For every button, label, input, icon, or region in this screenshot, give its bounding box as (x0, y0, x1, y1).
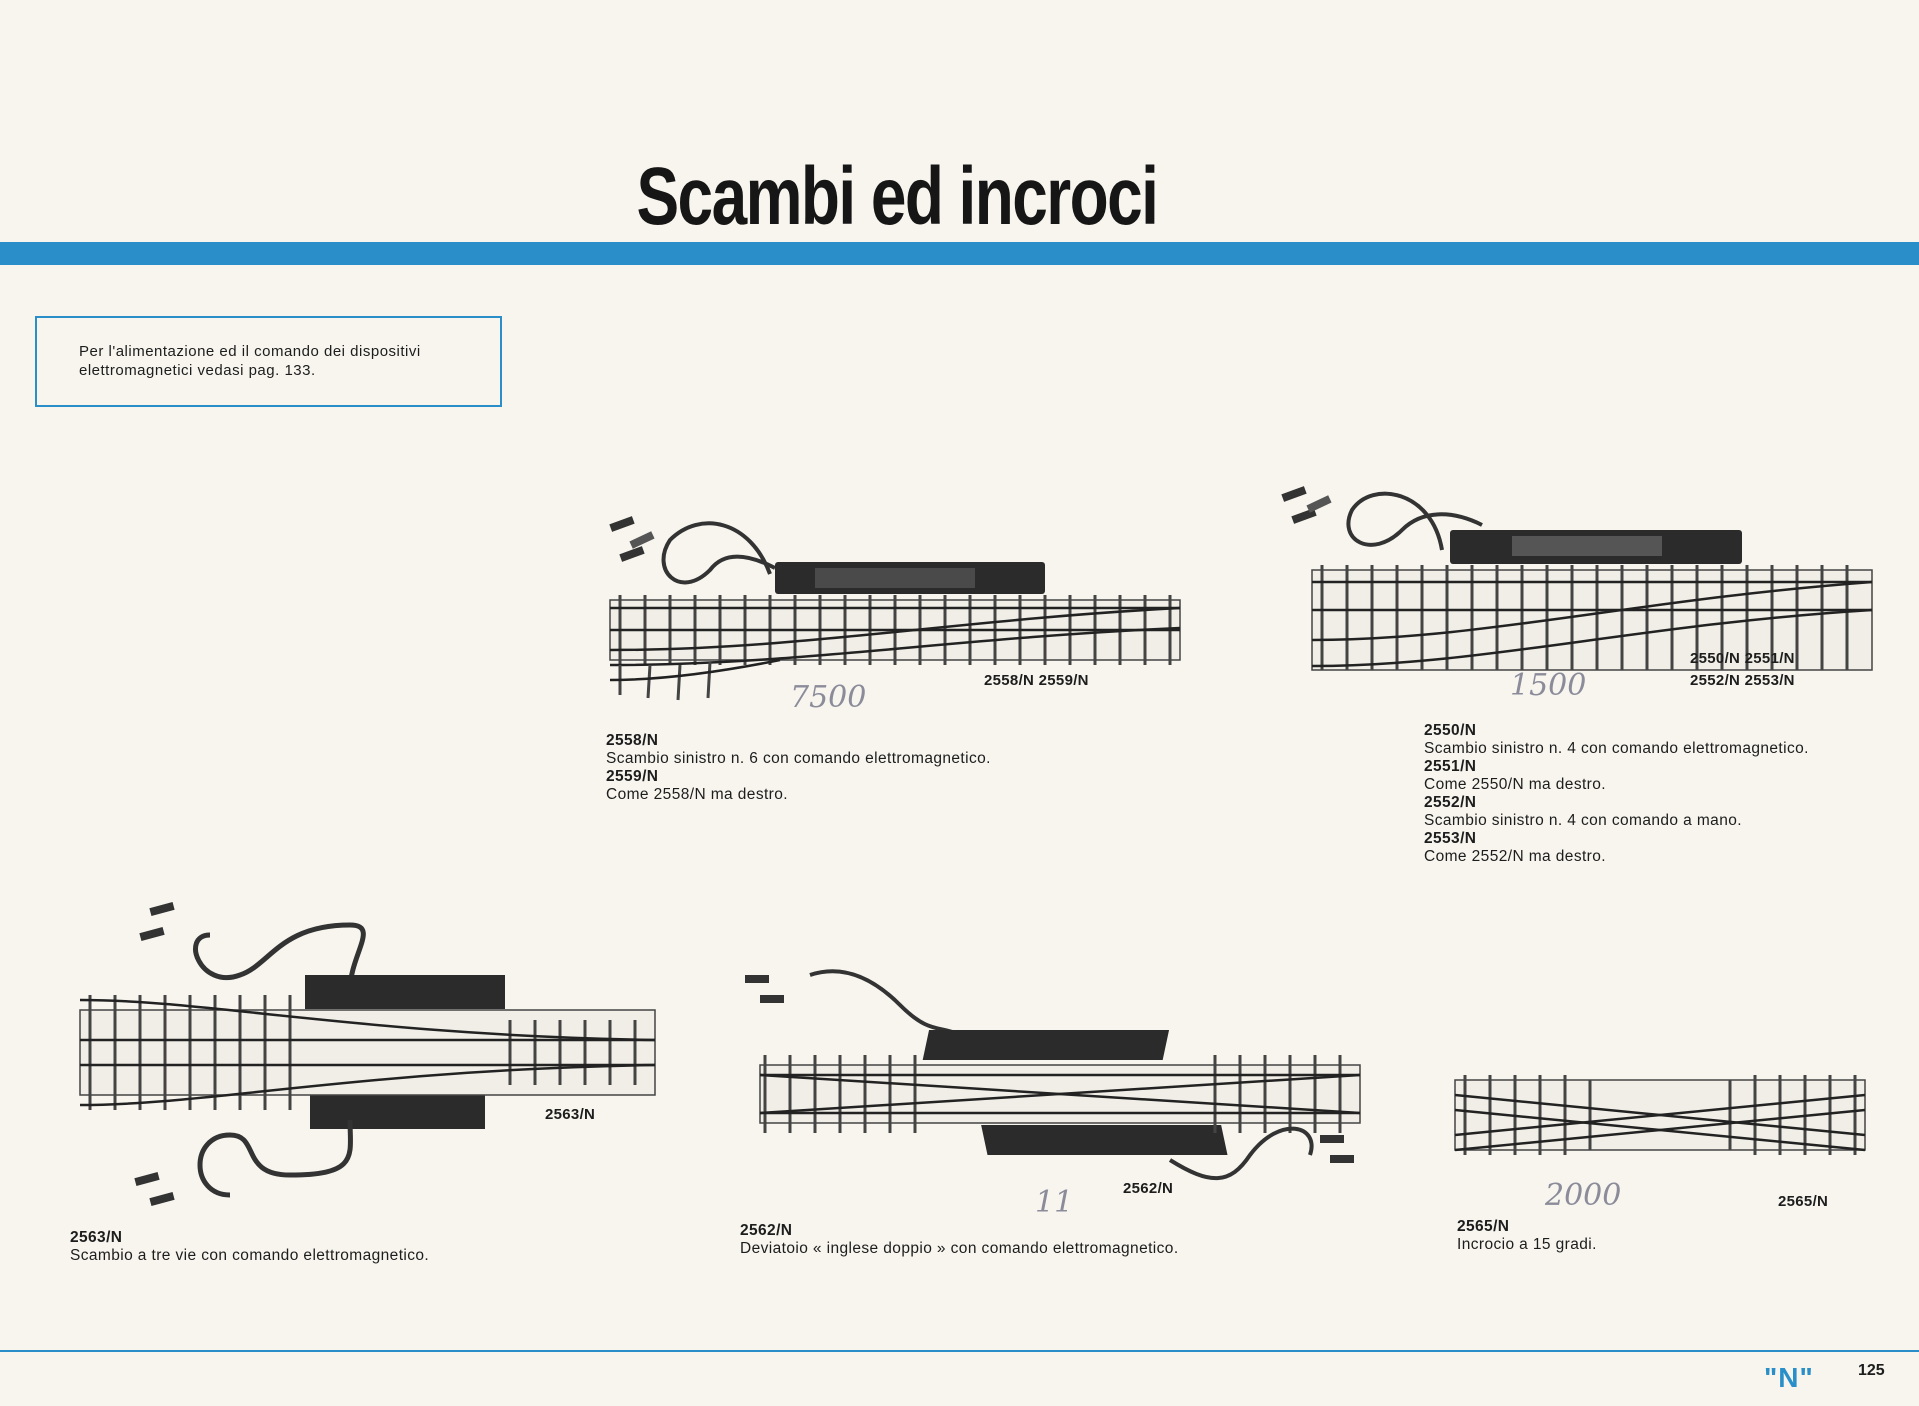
caption-code: 2552/N (1424, 794, 1477, 811)
crossing-2565-label: 2565/N (1778, 1193, 1829, 1210)
pencil-mark-2562: 11 (1035, 1185, 1074, 1220)
caption-desc: Come 2552/N ma destro. (1424, 848, 1606, 865)
pencil-price-2558: 7500 (790, 680, 867, 715)
caption-2558 (606, 732, 991, 804)
turnout-2550-labels-row2: 2552/N 2553/N (1690, 672, 1795, 689)
turnout-2563-label: 2563/N (545, 1106, 596, 1123)
caption-desc: Scambio sinistro n. 6 con comando elettromagnetico. (606, 750, 991, 767)
caption-desc: Deviatoio « inglese doppio » con comando elettromagnetico. (740, 1240, 1179, 1257)
caption-desc: Scambio sinistro n. 4 con comando elettromagnetico. (1424, 740, 1809, 757)
caption-code: 2553/N (1424, 830, 1477, 847)
caption-code: 2551/N (1424, 758, 1477, 775)
caption-desc: Scambio a tre vie con comando elettromagnetico. (70, 1247, 430, 1264)
turnout-2562-illustration (740, 955, 1380, 1195)
caption-2563 (70, 1229, 429, 1265)
caption-2562 (740, 1222, 1205, 1258)
caption-desc: Incrocio a 15 gradi. (1457, 1236, 1597, 1253)
turnout-2558-labels: 2558/N 2559/N (984, 672, 1089, 689)
note-text: Per l'alimentazione ed il comando dei dispositivi elettromagnetici vedasi pag. 133. (79, 343, 421, 379)
caption-code: 2565/N (1457, 1218, 1510, 1235)
page-title: Scambi ed incroci (636, 151, 1158, 242)
crossing-2565-illustration (1450, 1060, 1870, 1170)
pencil-price-2550: 1500 (1510, 668, 1587, 703)
header-rule (0, 242, 1919, 265)
caption-desc: Come 2558/N ma destro. (606, 786, 788, 803)
caption-code: 2562/N (740, 1222, 793, 1239)
turnout-2563-illustration (60, 895, 660, 1215)
pencil-price-2565: 2000 (1545, 1178, 1622, 1213)
turnout-2562-label: 2562/N (1123, 1180, 1174, 1197)
caption-code: 2550/N (1424, 722, 1477, 739)
turnout-2550-labels-row1: 2550/N 2551/N (1690, 650, 1795, 667)
caption-code: 2563/N (70, 1229, 123, 1246)
caption-desc: Come 2550/N ma destro. (1424, 776, 1606, 793)
caption-2565 (1457, 1218, 1597, 1254)
page-number: 125 (1858, 1362, 1885, 1379)
scale-mark: "N" (1764, 1362, 1814, 1393)
footer-rule (0, 1350, 1919, 1352)
note-box (35, 316, 502, 407)
turnout-2558-illustration (600, 500, 1190, 720)
caption-desc: Scambio sinistro n. 4 con comando a mano. (1424, 812, 1742, 829)
caption-2550 (1424, 722, 1809, 866)
caption-code: 2558/N (606, 732, 659, 749)
caption-code: 2559/N (606, 768, 659, 785)
